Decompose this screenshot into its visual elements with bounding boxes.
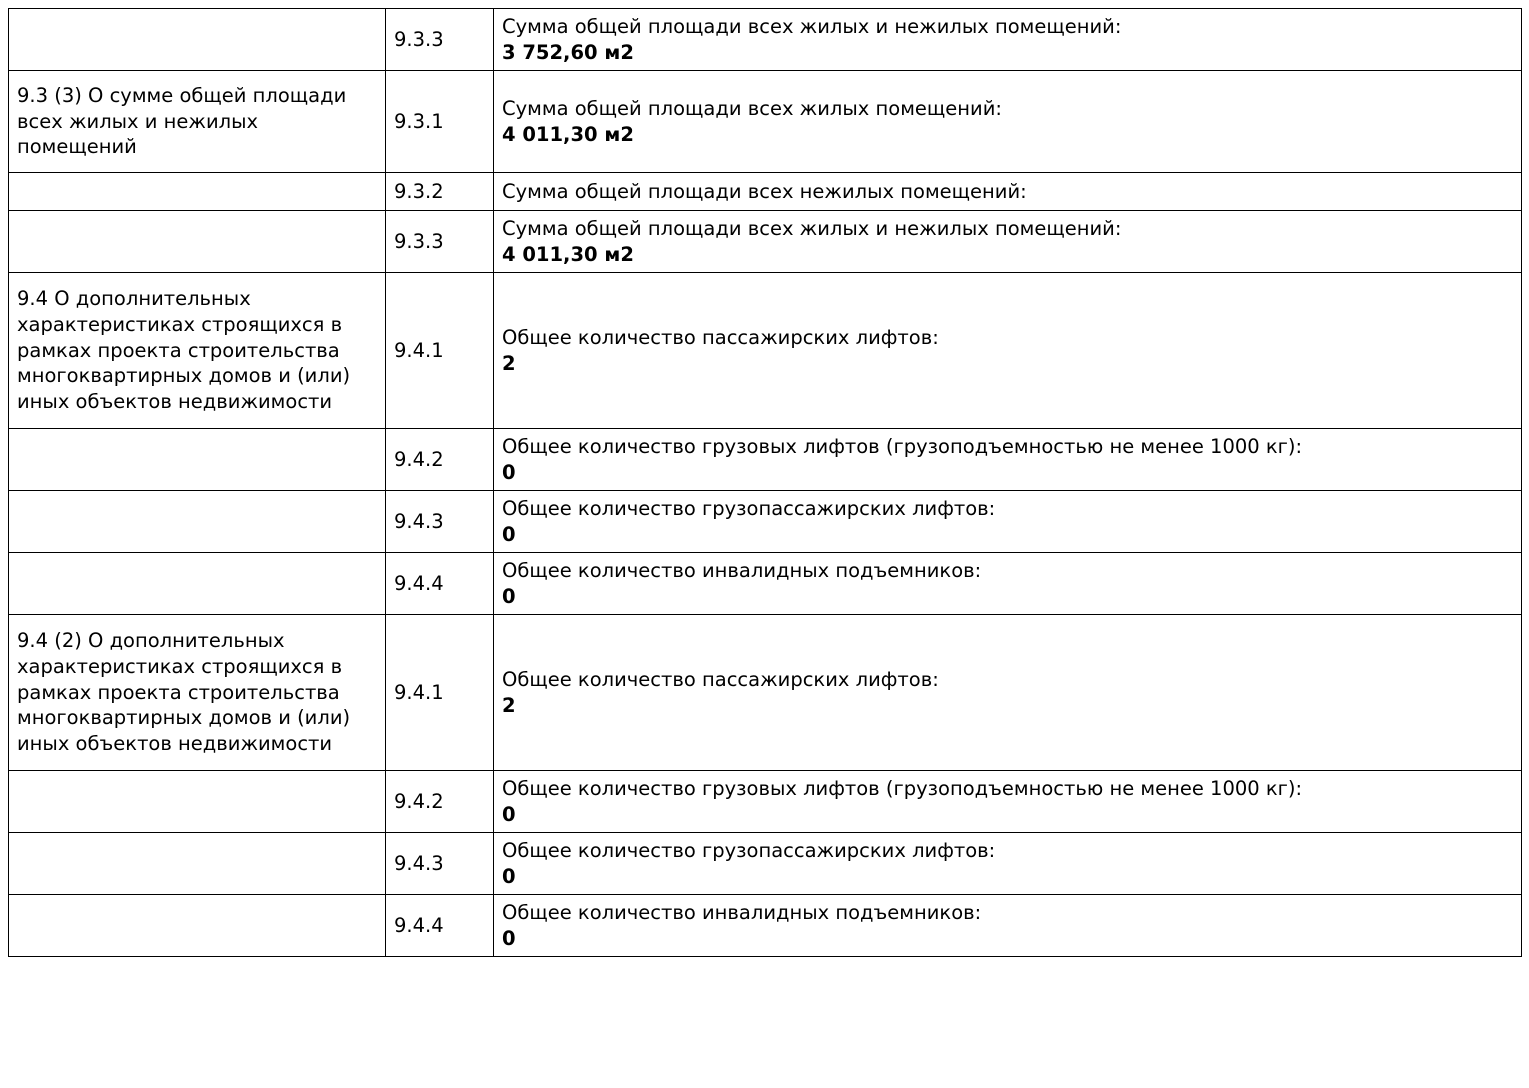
row-value-number: 3 752,60 м2 (502, 40, 634, 64)
row-code-text: 9.4.1 (394, 680, 444, 704)
table-row (9, 211, 1522, 273)
row-section-name (9, 71, 386, 173)
row-value-cell (494, 71, 1522, 173)
row-value-label: Общее количество грузовых лифтов (грузоподъемностью не менее 1000 кг): (502, 776, 1303, 800)
row-section-name (9, 9, 386, 71)
row-code-text: 9.4.1 (394, 338, 444, 362)
row-value-label: Сумма общей площади всех нежилых помещений: (502, 179, 1027, 203)
row-code (386, 173, 494, 211)
row-code-text: 9.3.3 (394, 27, 444, 51)
row-value-label: Общее количество пассажирских лифтов: (502, 667, 939, 691)
table-body (9, 9, 1522, 957)
row-section-name (9, 273, 386, 429)
row-value-number: 2 (502, 693, 516, 717)
row-code (386, 833, 494, 895)
row-value-number: 0 (502, 864, 516, 888)
row-value-label: Общее количество инвалидных подъемников: (502, 558, 982, 582)
row-value-label: Сумма общей площади всех жилых помещений: (502, 96, 1002, 120)
row-code (386, 429, 494, 491)
row-code-text: 9.4.3 (394, 509, 444, 533)
row-value-cell (494, 491, 1522, 553)
table-row (9, 71, 1522, 173)
row-code (386, 491, 494, 553)
row-value-cell (494, 615, 1522, 771)
table-row (9, 553, 1522, 615)
section-name-text: 9.4 (2) О дополнительных характеристиках строящихся в рамках проекта строительства многоквартирных домов и (или) иных объектов недвижимости (17, 629, 351, 756)
row-section-name (9, 211, 386, 273)
row-section-name (9, 491, 386, 553)
row-section-name (9, 771, 386, 833)
table-row (9, 173, 1522, 211)
project-characteristics-table (8, 8, 1522, 957)
row-value-cell (494, 833, 1522, 895)
row-section-name (9, 553, 386, 615)
row-code (386, 71, 494, 173)
row-value-number: 0 (502, 926, 516, 950)
row-code-text: 9.3.3 (394, 229, 444, 253)
document-page (0, 8, 1529, 1088)
table-row (9, 9, 1522, 71)
row-value-number: 4 011,30 м2 (502, 122, 634, 146)
row-value-cell (494, 9, 1522, 71)
row-value-label: Сумма общей площади всех жилых и нежилых помещений: (502, 216, 1122, 240)
row-value-cell (494, 429, 1522, 491)
row-section-name (9, 173, 386, 211)
row-value-label: Общее количество инвалидных подъемников: (502, 900, 982, 924)
row-value-cell (494, 273, 1522, 429)
row-value-number: 0 (502, 802, 516, 826)
table-row (9, 895, 1522, 957)
table-row (9, 429, 1522, 491)
row-value-label: Сумма общей площади всех жилых и нежилых помещений: (502, 14, 1122, 38)
row-code (386, 9, 494, 71)
row-value-cell (494, 771, 1522, 833)
row-value-number: 0 (502, 584, 516, 608)
table-row (9, 833, 1522, 895)
row-code (386, 895, 494, 957)
row-value-cell (494, 173, 1522, 211)
row-code (386, 211, 494, 273)
row-section-name (9, 615, 386, 771)
section-name-text: 9.4 О дополнительных характеристиках строящихся в рамках проекта строительства многоквартирных домов и (или) иных объектов недвижимости (17, 287, 351, 414)
row-code-text: 9.4.2 (394, 447, 444, 471)
row-code-text: 9.4.2 (394, 789, 444, 813)
row-code (386, 553, 494, 615)
row-code-text: 9.4.4 (394, 571, 444, 595)
table-row (9, 771, 1522, 833)
row-code-text: 9.4.4 (394, 913, 444, 937)
row-value-label: Общее количество грузовых лифтов (грузоподъемностью не менее 1000 кг): (502, 434, 1303, 458)
section-name-text: 9.3 (3) О сумме общей площади всех жилых и нежилых помещений (17, 83, 347, 159)
row-value-label: Общее количество пассажирских лифтов: (502, 325, 939, 349)
table-row (9, 273, 1522, 429)
row-value-number: 2 (502, 351, 516, 375)
row-code-text: 9.3.2 (394, 179, 444, 203)
row-value-label: Общее количество грузопассажирских лифтов: (502, 838, 996, 862)
row-section-name (9, 429, 386, 491)
row-code (386, 615, 494, 771)
row-value-number: 0 (502, 460, 516, 484)
row-section-name (9, 895, 386, 957)
row-value-number: 0 (502, 522, 516, 546)
row-value-number: 4 011,30 м2 (502, 242, 634, 266)
row-code (386, 771, 494, 833)
row-value-cell (494, 895, 1522, 957)
row-code (386, 273, 494, 429)
row-code-text: 9.3.1 (394, 109, 444, 133)
table-row (9, 491, 1522, 553)
row-value-label: Общее количество грузопассажирских лифтов: (502, 496, 996, 520)
row-section-name (9, 833, 386, 895)
row-code-text: 9.4.3 (394, 851, 444, 875)
row-value-cell (494, 211, 1522, 273)
table-row (9, 615, 1522, 771)
row-value-cell (494, 553, 1522, 615)
